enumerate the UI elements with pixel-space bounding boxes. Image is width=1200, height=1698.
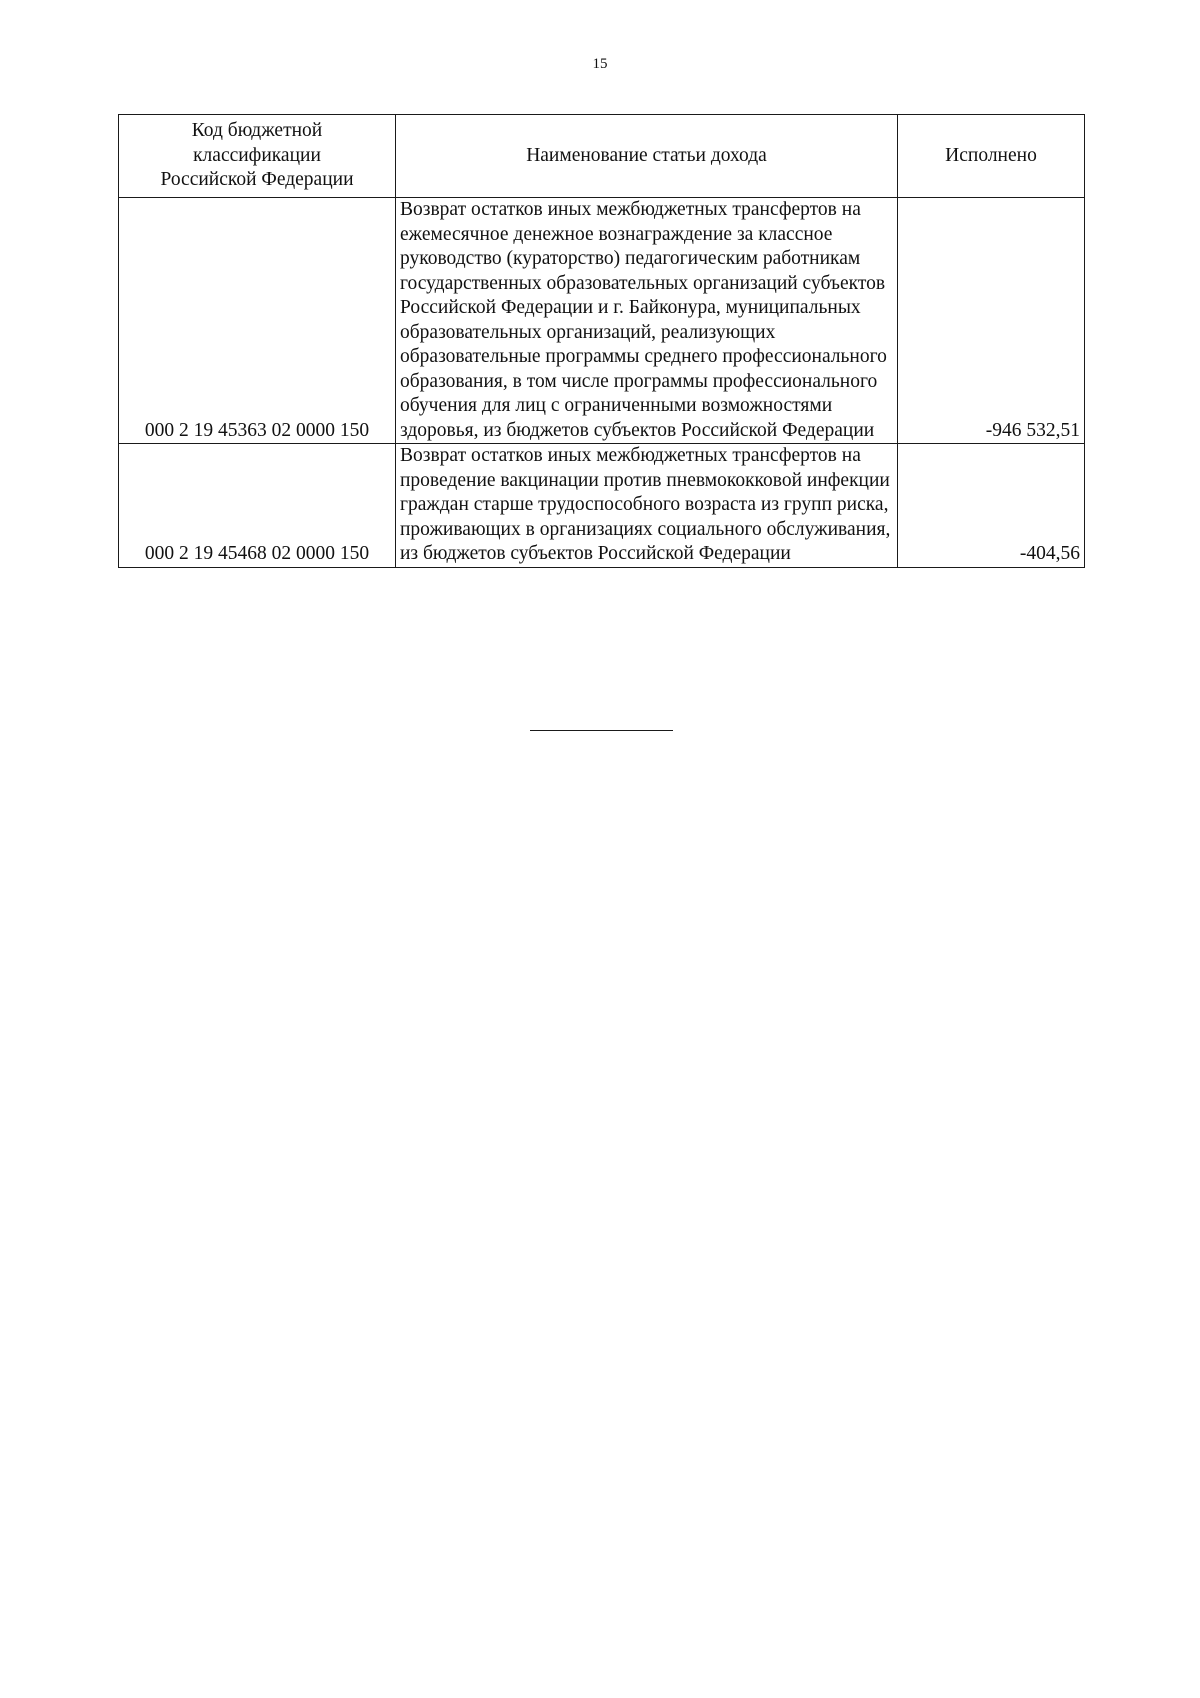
- page-number: 15: [592, 56, 608, 72]
- row-code: 000 2 19 45468 02 0000 150: [119, 444, 396, 568]
- table-row: [119, 444, 1085, 568]
- header-amount: Исполнено: [898, 115, 1085, 198]
- table-header-row: [119, 115, 1085, 198]
- table-row: [119, 198, 1085, 444]
- row-code: 000 2 19 45363 02 0000 150: [119, 198, 396, 444]
- row-amount: -404,56: [898, 444, 1085, 568]
- revenue-table: [118, 114, 1085, 568]
- row-name: Возврат остатков иных межбюджетных трансфертов на проведение вакцинации против пневмококковой инфекции граждан старше трудоспособного возраста из групп риска, проживающих в организациях социального обслуживания, из бюджетов субъектов Российской Федерации: [396, 444, 898, 568]
- row-name: Возврат остатков иных межбюджетных трансфертов на ежемесячное денежное вознаграждение за классное руководство (кураторство) педагогическим работникам государственных образовательных организаций субъектов Российской Федерации и г. Байконура, муниципальных образовательных организаций, реализующих образовательные программы среднего профессионального образования, в том числе программы профессионального обучения для лиц с ограниченными возможностями здоровья, из бюджетов субъектов Российской Федерации: [396, 198, 898, 444]
- header-name: Наименование статьи дохода: [396, 115, 898, 198]
- end-rule: [530, 730, 673, 731]
- header-code: Код бюджетной классификации Российской Федерации: [119, 115, 396, 198]
- row-amount: -946 532,51: [898, 198, 1085, 444]
